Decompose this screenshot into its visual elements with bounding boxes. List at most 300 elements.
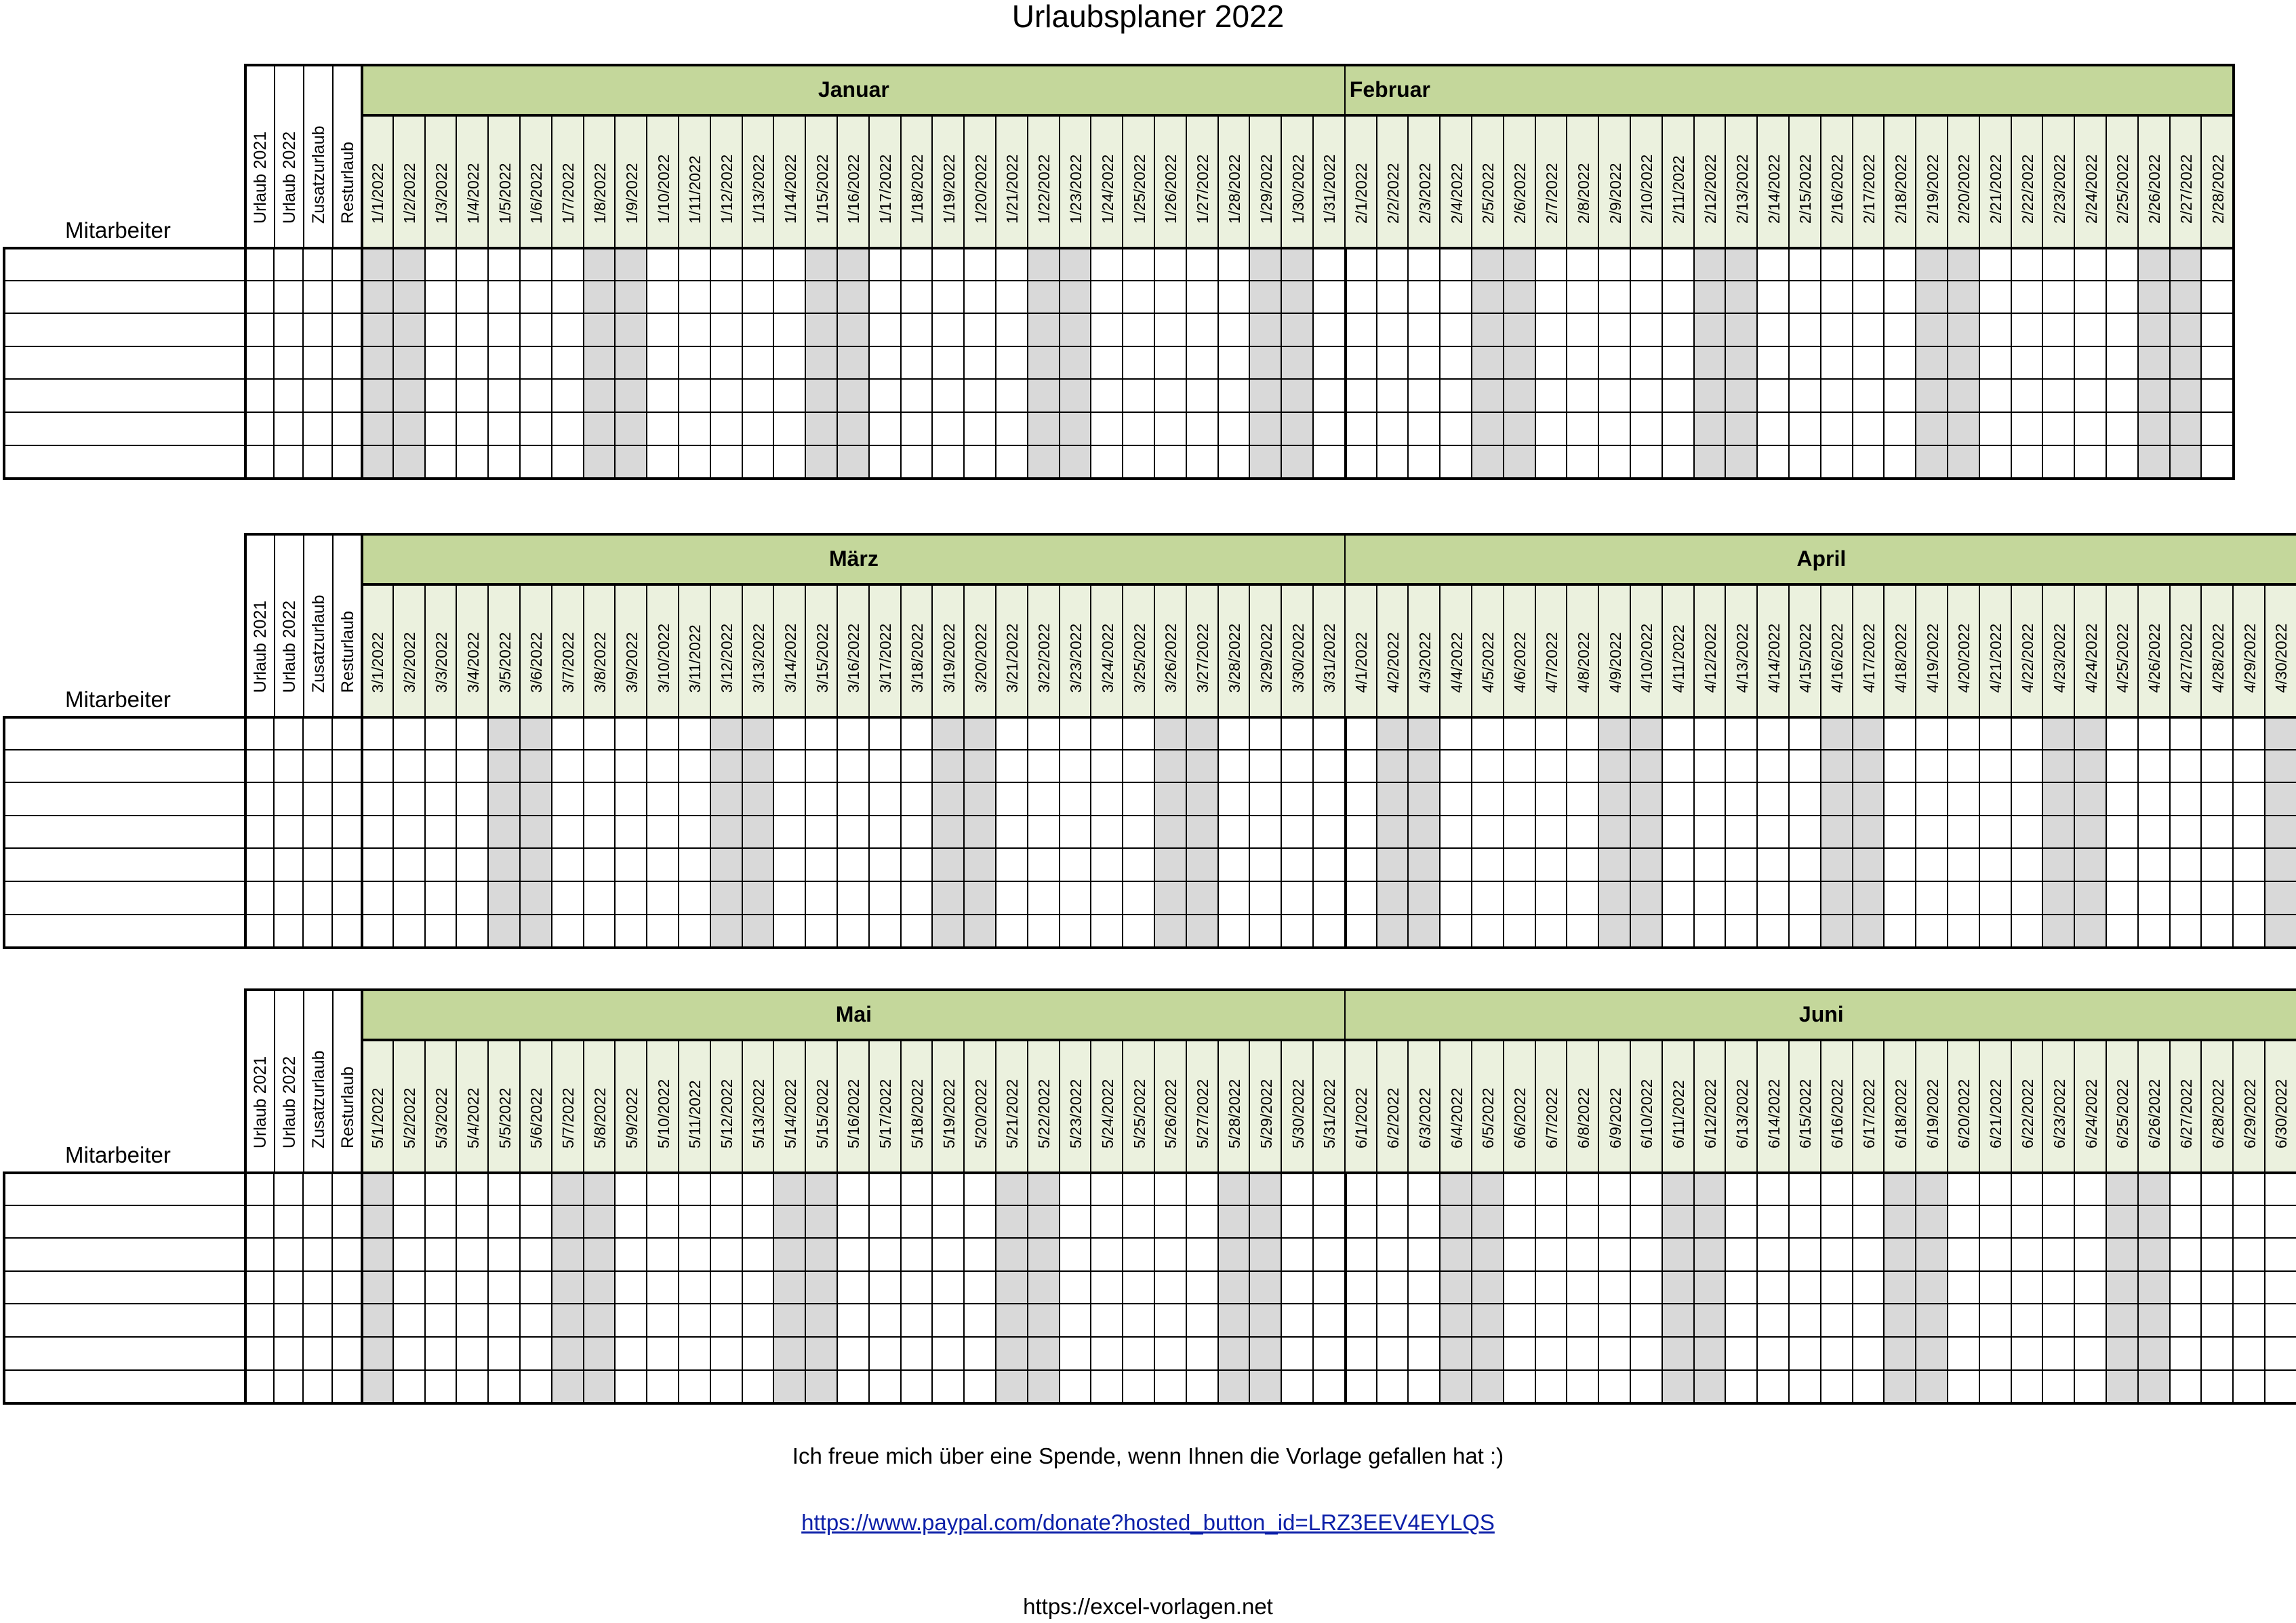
weekend-cell[interactable] bbox=[521, 849, 552, 882]
weekend-cell[interactable] bbox=[1916, 1239, 1948, 1272]
weekend-cell[interactable] bbox=[2043, 717, 2075, 750]
weekend-cell[interactable] bbox=[1695, 1371, 1727, 1404]
day-cell[interactable] bbox=[457, 750, 489, 784]
summary-cell[interactable] bbox=[245, 1173, 275, 1206]
day-cell[interactable] bbox=[457, 1239, 489, 1272]
day-cell[interactable] bbox=[1314, 1272, 1346, 1305]
summary-cell[interactable] bbox=[304, 783, 333, 816]
day-cell[interactable] bbox=[1536, 1173, 1568, 1206]
day-cell[interactable] bbox=[1123, 1173, 1155, 1206]
day-cell[interactable] bbox=[552, 248, 584, 281]
day-cell[interactable] bbox=[743, 347, 775, 380]
day-cell[interactable] bbox=[965, 347, 996, 380]
day-cell[interactable] bbox=[965, 314, 996, 347]
weekend-cell[interactable] bbox=[1409, 750, 1441, 784]
day-cell[interactable] bbox=[1758, 1338, 1790, 1371]
day-cell[interactable] bbox=[1599, 1206, 1631, 1239]
weekend-cell[interactable] bbox=[2139, 1239, 2171, 1272]
day-cell[interactable] bbox=[1060, 1206, 1092, 1239]
day-cell[interactable] bbox=[2012, 1239, 2044, 1272]
day-cell[interactable] bbox=[1599, 248, 1631, 281]
weekend-cell[interactable] bbox=[394, 380, 426, 413]
weekend-cell[interactable] bbox=[1282, 347, 1314, 380]
weekend-cell[interactable] bbox=[1948, 380, 1980, 413]
day-cell[interactable] bbox=[2202, 347, 2234, 380]
donation-link[interactable]: https://www.paypal.com/donate?hosted_button_id=LRZ3EEV4EYLQS bbox=[801, 1510, 1495, 1535]
weekend-cell[interactable] bbox=[711, 915, 743, 948]
day-cell[interactable] bbox=[521, 1239, 552, 1272]
day-cell[interactable] bbox=[1123, 1304, 1155, 1338]
day-cell[interactable] bbox=[1282, 849, 1314, 882]
weekend-cell[interactable] bbox=[2265, 816, 2296, 849]
day-cell[interactable] bbox=[1631, 347, 1663, 380]
day-cell[interactable] bbox=[996, 347, 1028, 380]
day-cell[interactable] bbox=[743, 446, 775, 479]
day-cell[interactable] bbox=[552, 717, 584, 750]
weekend-cell[interactable] bbox=[1695, 281, 1727, 315]
day-cell[interactable] bbox=[2202, 816, 2234, 849]
day-cell[interactable] bbox=[1885, 314, 1916, 347]
day-cell[interactable] bbox=[552, 446, 584, 479]
day-cell[interactable] bbox=[584, 816, 616, 849]
day-cell[interactable] bbox=[1314, 1206, 1346, 1239]
day-cell[interactable] bbox=[1060, 849, 1092, 882]
day-cell[interactable] bbox=[1567, 717, 1599, 750]
weekend-cell[interactable] bbox=[1060, 380, 1092, 413]
day-cell[interactable] bbox=[1663, 849, 1695, 882]
day-cell[interactable] bbox=[1091, 1173, 1123, 1206]
day-cell[interactable] bbox=[902, 281, 933, 315]
day-cell[interactable] bbox=[679, 1239, 711, 1272]
weekend-cell[interactable] bbox=[584, 1272, 616, 1305]
day-cell[interactable] bbox=[362, 849, 394, 882]
weekend-cell[interactable] bbox=[616, 446, 647, 479]
day-cell[interactable] bbox=[1155, 380, 1187, 413]
day-cell[interactable] bbox=[1123, 882, 1155, 915]
weekend-cell[interactable] bbox=[1695, 1173, 1727, 1206]
day-cell[interactable] bbox=[1091, 413, 1123, 446]
day-cell[interactable] bbox=[1155, 248, 1187, 281]
weekend-cell[interactable] bbox=[1695, 1272, 1727, 1305]
day-cell[interactable] bbox=[521, 1173, 552, 1206]
day-cell[interactable] bbox=[1599, 446, 1631, 479]
weekend-cell[interactable] bbox=[1631, 783, 1663, 816]
day-cell[interactable] bbox=[1758, 717, 1790, 750]
day-cell[interactable] bbox=[838, 1206, 870, 1239]
day-cell[interactable] bbox=[1377, 446, 1409, 479]
weekend-cell[interactable] bbox=[933, 717, 965, 750]
day-cell[interactable] bbox=[1377, 248, 1409, 281]
day-cell[interactable] bbox=[1346, 1272, 1377, 1305]
summary-cell[interactable] bbox=[333, 314, 362, 347]
day-cell[interactable] bbox=[1853, 1371, 1885, 1404]
day-cell[interactable] bbox=[1346, 882, 1377, 915]
day-cell[interactable] bbox=[996, 413, 1028, 446]
weekend-cell[interactable] bbox=[1472, 1304, 1504, 1338]
day-cell[interactable] bbox=[394, 882, 426, 915]
employee-name-cell[interactable] bbox=[3, 1272, 245, 1305]
day-cell[interactable] bbox=[679, 882, 711, 915]
day-cell[interactable] bbox=[1758, 783, 1790, 816]
weekend-cell[interactable] bbox=[1282, 380, 1314, 413]
day-cell[interactable] bbox=[1314, 281, 1346, 315]
day-cell[interactable] bbox=[394, 717, 426, 750]
day-cell[interactable] bbox=[1409, 446, 1441, 479]
day-cell[interactable] bbox=[1790, 281, 1821, 315]
summary-cell[interactable] bbox=[275, 1338, 304, 1371]
day-cell[interactable] bbox=[2107, 849, 2139, 882]
day-cell[interactable] bbox=[426, 882, 458, 915]
weekend-cell[interactable] bbox=[1885, 1272, 1916, 1305]
day-cell[interactable] bbox=[870, 750, 902, 784]
day-cell[interactable] bbox=[2234, 1338, 2265, 1371]
weekend-cell[interactable] bbox=[1219, 1272, 1251, 1305]
weekend-cell[interactable] bbox=[1028, 248, 1060, 281]
day-cell[interactable] bbox=[1504, 915, 1536, 948]
weekend-cell[interactable] bbox=[1885, 1338, 1916, 1371]
day-cell[interactable] bbox=[2075, 1206, 2107, 1239]
day-cell[interactable] bbox=[1536, 1304, 1568, 1338]
day-cell[interactable] bbox=[1155, 413, 1187, 446]
day-cell[interactable] bbox=[1821, 1371, 1853, 1404]
day-cell[interactable] bbox=[1123, 1338, 1155, 1371]
day-cell[interactable] bbox=[457, 314, 489, 347]
weekend-cell[interactable] bbox=[806, 314, 838, 347]
day-cell[interactable] bbox=[711, 1239, 743, 1272]
day-cell[interactable] bbox=[2043, 1206, 2075, 1239]
day-cell[interactable] bbox=[1980, 1304, 2012, 1338]
summary-cell[interactable] bbox=[333, 1173, 362, 1206]
day-cell[interactable] bbox=[1567, 314, 1599, 347]
weekend-cell[interactable] bbox=[1504, 446, 1536, 479]
day-cell[interactable] bbox=[679, 314, 711, 347]
day-cell[interactable] bbox=[996, 281, 1028, 315]
day-cell[interactable] bbox=[647, 1304, 679, 1338]
day-cell[interactable] bbox=[902, 413, 933, 446]
employee-name-cell[interactable] bbox=[3, 413, 245, 446]
day-cell[interactable] bbox=[1346, 816, 1377, 849]
day-cell[interactable] bbox=[1472, 750, 1504, 784]
day-cell[interactable] bbox=[1853, 347, 1885, 380]
day-cell[interactable] bbox=[2043, 1371, 2075, 1404]
day-cell[interactable] bbox=[1790, 849, 1821, 882]
day-cell[interactable] bbox=[457, 1173, 489, 1206]
day-cell[interactable] bbox=[1314, 1371, 1346, 1404]
day-cell[interactable] bbox=[2171, 1239, 2202, 1272]
weekend-cell[interactable] bbox=[489, 915, 521, 948]
day-cell[interactable] bbox=[1916, 717, 1948, 750]
weekend-cell[interactable] bbox=[1250, 281, 1282, 315]
day-cell[interactable] bbox=[933, 281, 965, 315]
day-cell[interactable] bbox=[1695, 750, 1727, 784]
day-cell[interactable] bbox=[1631, 1206, 1663, 1239]
day-cell[interactable] bbox=[2139, 882, 2171, 915]
weekend-cell[interactable] bbox=[2139, 1338, 2171, 1371]
employee-name-cell[interactable] bbox=[3, 783, 245, 816]
weekend-cell[interactable] bbox=[1726, 446, 1758, 479]
weekend-cell[interactable] bbox=[1916, 413, 1948, 446]
day-cell[interactable] bbox=[1631, 446, 1663, 479]
day-cell[interactable] bbox=[2043, 446, 2075, 479]
day-cell[interactable] bbox=[711, 1338, 743, 1371]
day-cell[interactable] bbox=[743, 314, 775, 347]
weekend-cell[interactable] bbox=[774, 1206, 806, 1239]
day-cell[interactable] bbox=[2012, 849, 2044, 882]
day-cell[interactable] bbox=[711, 380, 743, 413]
weekend-cell[interactable] bbox=[1948, 314, 1980, 347]
day-cell[interactable] bbox=[1187, 1338, 1219, 1371]
day-cell[interactable] bbox=[1346, 380, 1377, 413]
employee-name-cell[interactable] bbox=[3, 380, 245, 413]
day-cell[interactable] bbox=[1409, 281, 1441, 315]
weekend-cell[interactable] bbox=[2043, 882, 2075, 915]
day-cell[interactable] bbox=[870, 248, 902, 281]
day-cell[interactable] bbox=[2012, 750, 2044, 784]
day-cell[interactable] bbox=[552, 783, 584, 816]
summary-cell[interactable] bbox=[304, 380, 333, 413]
day-cell[interactable] bbox=[1219, 281, 1251, 315]
day-cell[interactable] bbox=[521, 1272, 552, 1305]
summary-cell[interactable] bbox=[333, 915, 362, 948]
day-cell[interactable] bbox=[996, 915, 1028, 948]
day-cell[interactable] bbox=[489, 1173, 521, 1206]
day-cell[interactable] bbox=[1060, 1173, 1092, 1206]
day-cell[interactable] bbox=[521, 380, 552, 413]
weekend-cell[interactable] bbox=[1631, 717, 1663, 750]
day-cell[interactable] bbox=[1219, 347, 1251, 380]
summary-cell[interactable] bbox=[304, 281, 333, 315]
day-cell[interactable] bbox=[1091, 248, 1123, 281]
employee-name-cell[interactable] bbox=[3, 1239, 245, 1272]
day-cell[interactable] bbox=[1726, 783, 1758, 816]
day-cell[interactable] bbox=[362, 816, 394, 849]
day-cell[interactable] bbox=[1853, 413, 1885, 446]
day-cell[interactable] bbox=[2171, 1371, 2202, 1404]
day-cell[interactable] bbox=[1409, 314, 1441, 347]
summary-cell[interactable] bbox=[333, 446, 362, 479]
day-cell[interactable] bbox=[647, 446, 679, 479]
day-cell[interactable] bbox=[1599, 1304, 1631, 1338]
day-cell[interactable] bbox=[679, 1272, 711, 1305]
weekend-cell[interactable] bbox=[1695, 380, 1727, 413]
day-cell[interactable] bbox=[1441, 816, 1472, 849]
day-cell[interactable] bbox=[647, 1272, 679, 1305]
day-cell[interactable] bbox=[1536, 347, 1568, 380]
day-cell[interactable] bbox=[647, 783, 679, 816]
day-cell[interactable] bbox=[1567, 849, 1599, 882]
summary-cell[interactable] bbox=[245, 1272, 275, 1305]
weekend-cell[interactable] bbox=[996, 1272, 1028, 1305]
day-cell[interactable] bbox=[1091, 717, 1123, 750]
summary-cell[interactable] bbox=[304, 314, 333, 347]
day-cell[interactable] bbox=[362, 915, 394, 948]
day-cell[interactable] bbox=[1536, 1371, 1568, 1404]
day-cell[interactable] bbox=[552, 281, 584, 315]
summary-cell[interactable] bbox=[304, 1206, 333, 1239]
day-cell[interactable] bbox=[1758, 1371, 1790, 1404]
weekend-cell[interactable] bbox=[838, 347, 870, 380]
day-cell[interactable] bbox=[743, 380, 775, 413]
weekend-cell[interactable] bbox=[1028, 1173, 1060, 1206]
weekend-cell[interactable] bbox=[1472, 1173, 1504, 1206]
day-cell[interactable] bbox=[1314, 314, 1346, 347]
day-cell[interactable] bbox=[1219, 915, 1251, 948]
day-cell[interactable] bbox=[1346, 849, 1377, 882]
day-cell[interactable] bbox=[647, 1239, 679, 1272]
day-cell[interactable] bbox=[1758, 248, 1790, 281]
day-cell[interactable] bbox=[1567, 816, 1599, 849]
weekend-cell[interactable] bbox=[838, 446, 870, 479]
day-cell[interactable] bbox=[1599, 281, 1631, 315]
weekend-cell[interactable] bbox=[965, 882, 996, 915]
day-cell[interactable] bbox=[1980, 347, 2012, 380]
day-cell[interactable] bbox=[2202, 1206, 2234, 1239]
summary-cell[interactable] bbox=[275, 750, 304, 784]
day-cell[interactable] bbox=[2234, 717, 2265, 750]
weekend-cell[interactable] bbox=[1187, 783, 1219, 816]
weekend-cell[interactable] bbox=[806, 1173, 838, 1206]
weekend-cell[interactable] bbox=[1028, 1371, 1060, 1404]
weekend-cell[interactable] bbox=[2265, 849, 2296, 882]
day-cell[interactable] bbox=[774, 380, 806, 413]
day-cell[interactable] bbox=[1663, 380, 1695, 413]
weekend-cell[interactable] bbox=[1377, 783, 1409, 816]
employee-name-cell[interactable] bbox=[3, 1371, 245, 1404]
day-cell[interactable] bbox=[2171, 783, 2202, 816]
weekend-cell[interactable] bbox=[1695, 413, 1727, 446]
day-cell[interactable] bbox=[1314, 380, 1346, 413]
day-cell[interactable] bbox=[870, 783, 902, 816]
day-cell[interactable] bbox=[933, 1304, 965, 1338]
summary-cell[interactable] bbox=[304, 1371, 333, 1404]
day-cell[interactable] bbox=[394, 1338, 426, 1371]
day-cell[interactable] bbox=[774, 281, 806, 315]
day-cell[interactable] bbox=[1916, 882, 1948, 915]
day-cell[interactable] bbox=[1409, 347, 1441, 380]
day-cell[interactable] bbox=[2012, 1304, 2044, 1338]
day-cell[interactable] bbox=[1758, 413, 1790, 446]
day-cell[interactable] bbox=[679, 783, 711, 816]
day-cell[interactable] bbox=[870, 915, 902, 948]
weekend-cell[interactable] bbox=[1916, 1206, 1948, 1239]
weekend-cell[interactable] bbox=[1695, 446, 1727, 479]
weekend-cell[interactable] bbox=[616, 281, 647, 315]
day-cell[interactable] bbox=[1567, 380, 1599, 413]
day-cell[interactable] bbox=[2234, 1272, 2265, 1305]
day-cell[interactable] bbox=[1314, 750, 1346, 784]
day-cell[interactable] bbox=[1790, 380, 1821, 413]
day-cell[interactable] bbox=[1219, 717, 1251, 750]
day-cell[interactable] bbox=[2234, 849, 2265, 882]
day-cell[interactable] bbox=[1282, 783, 1314, 816]
day-cell[interactable] bbox=[933, 1206, 965, 1239]
weekend-cell[interactable] bbox=[1219, 1239, 1251, 1272]
day-cell[interactable] bbox=[2234, 1173, 2265, 1206]
day-cell[interactable] bbox=[1726, 717, 1758, 750]
day-cell[interactable] bbox=[1853, 1173, 1885, 1206]
day-cell[interactable] bbox=[1060, 1272, 1092, 1305]
summary-cell[interactable] bbox=[245, 783, 275, 816]
day-cell[interactable] bbox=[2171, 1173, 2202, 1206]
day-cell[interactable] bbox=[743, 1272, 775, 1305]
day-cell[interactable] bbox=[2202, 1173, 2234, 1206]
day-cell[interactable] bbox=[902, 783, 933, 816]
day-cell[interactable] bbox=[2234, 1239, 2265, 1272]
summary-cell[interactable] bbox=[275, 1304, 304, 1338]
day-cell[interactable] bbox=[1250, 816, 1282, 849]
day-cell[interactable] bbox=[2234, 1304, 2265, 1338]
day-cell[interactable] bbox=[1346, 446, 1377, 479]
day-cell[interactable] bbox=[2012, 446, 2044, 479]
weekend-cell[interactable] bbox=[1219, 1173, 1251, 1206]
day-cell[interactable] bbox=[647, 248, 679, 281]
day-cell[interactable] bbox=[711, 281, 743, 315]
day-cell[interactable] bbox=[1758, 816, 1790, 849]
day-cell[interactable] bbox=[1885, 849, 1916, 882]
day-cell[interactable] bbox=[1821, 413, 1853, 446]
day-cell[interactable] bbox=[1536, 783, 1568, 816]
weekend-cell[interactable] bbox=[2171, 380, 2202, 413]
day-cell[interactable] bbox=[2139, 783, 2171, 816]
day-cell[interactable] bbox=[996, 849, 1028, 882]
day-cell[interactable] bbox=[965, 1173, 996, 1206]
day-cell[interactable] bbox=[1948, 816, 1980, 849]
day-cell[interactable] bbox=[426, 717, 458, 750]
day-cell[interactable] bbox=[996, 446, 1028, 479]
weekend-cell[interactable] bbox=[711, 750, 743, 784]
day-cell[interactable] bbox=[806, 750, 838, 784]
day-cell[interactable] bbox=[457, 248, 489, 281]
weekend-cell[interactable] bbox=[1853, 882, 1885, 915]
summary-cell[interactable] bbox=[304, 816, 333, 849]
day-cell[interactable] bbox=[933, 1173, 965, 1206]
day-cell[interactable] bbox=[996, 750, 1028, 784]
weekend-cell[interactable] bbox=[2171, 446, 2202, 479]
day-cell[interactable] bbox=[1155, 1304, 1187, 1338]
day-cell[interactable] bbox=[489, 347, 521, 380]
day-cell[interactable] bbox=[679, 413, 711, 446]
weekend-cell[interactable] bbox=[616, 347, 647, 380]
weekend-cell[interactable] bbox=[743, 816, 775, 849]
weekend-cell[interactable] bbox=[711, 882, 743, 915]
day-cell[interactable] bbox=[1155, 1173, 1187, 1206]
day-cell[interactable] bbox=[1472, 717, 1504, 750]
day-cell[interactable] bbox=[521, 1338, 552, 1371]
weekend-cell[interactable] bbox=[711, 849, 743, 882]
weekend-cell[interactable] bbox=[552, 1338, 584, 1371]
day-cell[interactable] bbox=[1028, 915, 1060, 948]
day-cell[interactable] bbox=[1346, 248, 1377, 281]
weekend-cell[interactable] bbox=[806, 1338, 838, 1371]
day-cell[interactable] bbox=[1472, 816, 1504, 849]
weekend-cell[interactable] bbox=[1377, 816, 1409, 849]
day-cell[interactable] bbox=[1821, 380, 1853, 413]
day-cell[interactable] bbox=[1091, 1304, 1123, 1338]
weekend-cell[interactable] bbox=[521, 717, 552, 750]
day-cell[interactable] bbox=[1821, 1272, 1853, 1305]
day-cell[interactable] bbox=[2107, 347, 2139, 380]
day-cell[interactable] bbox=[2043, 413, 2075, 446]
day-cell[interactable] bbox=[902, 380, 933, 413]
day-cell[interactable] bbox=[1599, 1338, 1631, 1371]
day-cell[interactable] bbox=[902, 248, 933, 281]
summary-cell[interactable] bbox=[245, 446, 275, 479]
day-cell[interactable] bbox=[2075, 1304, 2107, 1338]
day-cell[interactable] bbox=[1441, 849, 1472, 882]
weekend-cell[interactable] bbox=[1155, 816, 1187, 849]
day-cell[interactable] bbox=[1155, 314, 1187, 347]
day-cell[interactable] bbox=[1250, 882, 1282, 915]
